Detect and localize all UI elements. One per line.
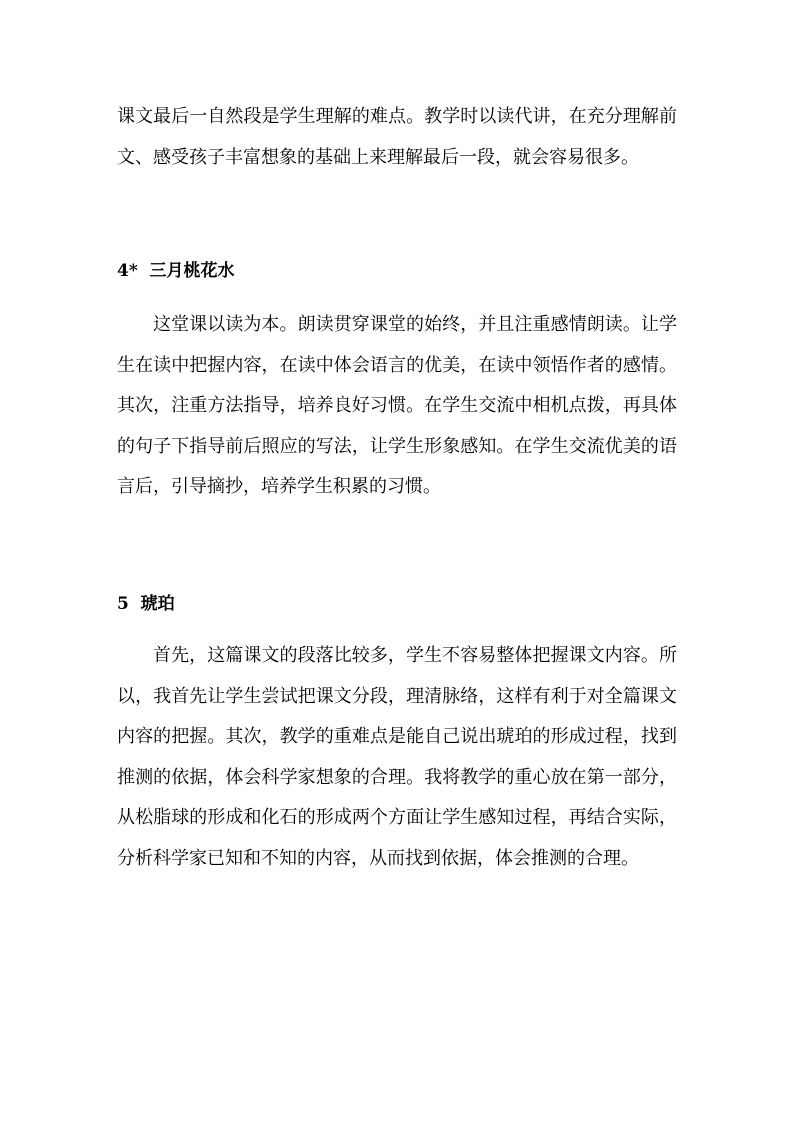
intro-paragraph: 课文最后一自然段是学生理解的难点。教学时以读代讲，在充分理解前文、感受孩子丰富想象的基础上来理解最后一段，就会容易很多。: [117, 106, 677, 168]
section-body-hupo: 首先，这篇课文的段落比较多，学生不容易整体把握课文内容。所以，我首先让学生尝试把课文分段，理清脉络，这样有利于对全篇课文内容的把握。其次，教学的重难点是能自己说出琥珀的形成过程，找到推测的依据，体会科学家想象的合理。我将教学的重心放在第一部分，从松脂球的形成和化石的形成两个方面让学生感知过程，再结合实际，分析科学家已知和不知的内容，从而找到依据，体会推测的合理。: [117, 645, 677, 869]
section-body-sanyue-taohuashui: 这堂课以读为本。朗读贯穿课堂的始终，并且注重感情朗读。让学生在读中把握内容，在读中体会语言的优美，在读中领悟作者的感情。其次，注重方法指导，培养良好习惯。在学生交流中相机点拨，再具体的句子下指导前后照应的写法，让学生形象感知。在学生交流优美的语言后，引导摘抄，培养学生积累的习惯。: [117, 314, 677, 497]
section-heading-sanyue-taohuashui: 4* 三月桃花水: [117, 261, 235, 281]
section-heading-hupo: 5 琥珀: [117, 594, 175, 614]
